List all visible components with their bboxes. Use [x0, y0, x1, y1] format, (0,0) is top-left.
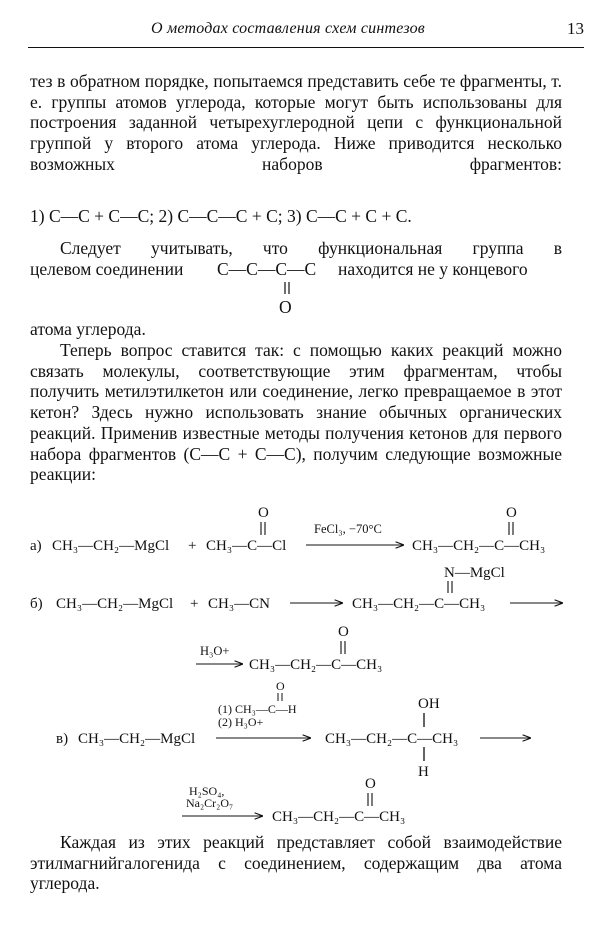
reaction-c-label: в): [56, 731, 69, 747]
reaction-a-label: а): [30, 538, 42, 554]
carbon-chain-formula: С—С—С—С: [217, 259, 317, 279]
reaction-b-label: б): [30, 596, 43, 612]
reaction-b-plus: +: [190, 596, 199, 612]
reaction-b-substituent: N—MgCl: [444, 565, 505, 581]
reaction-b-product: CH₃—CH₂—C—CH₃: [249, 657, 383, 673]
reaction-c-product-oxygen: O: [365, 776, 376, 792]
reaction-a-plus: +: [188, 538, 197, 554]
reaction-a-reactant-2: CH₃—C—Cl: [206, 538, 287, 554]
reaction-b-reactant-2: CH₃—CN: [208, 596, 270, 612]
reaction-c-intermediate: CH₃—CH₂—C—CH₃: [325, 731, 459, 747]
paragraph-2-line-1: Следует учитывать, что функциональная группа в: [60, 238, 562, 258]
reaction-c-reagent-step-2: (2) H₃O+: [218, 715, 264, 729]
running-head: [28, 14, 584, 44]
reaction-c-oxidant-line-1: H₂SO₄,: [189, 784, 225, 798]
header-rule: [28, 47, 584, 48]
reaction-b-reactant-1: CH₃—CH₂—MgCl: [56, 596, 174, 612]
reaction-c-hydroxyl: OH: [418, 696, 440, 712]
paragraph-3: Теперь вопрос ставится так: с помощью каких реакций можно связать молекулы, соответствующие этим фрагментам, чтобы получить метилэтилкетон или соединение, легко превращаемое в этот кетон? Здесь нужно использовать знание обычных органических реакций. Применив известные методы получения кетонов для первого набора фрагментов (С—С + С—С), получим следующие возможные реакции:: [30, 340, 562, 485]
reaction-a-reactant-1: CH₃—CH₂—MgCl: [52, 538, 170, 554]
reaction-a-reactant-2-oxygen: O: [258, 505, 269, 521]
paragraph-2-line-2-start: целевом соединении: [30, 259, 184, 279]
paragraph-2-line-2-end: находится не у концевого: [338, 259, 528, 279]
reaction-schemes: [0, 495, 600, 825]
carbonyl-oxygen: O: [279, 297, 292, 317]
reaction-c-product: CH₃—CH₂—C—CH₃: [272, 809, 406, 825]
paragraph-4: Каждая из этих реакций представляет собой взаимодействие этилмагнийгалогенида с соединением, содержащим два атома углерода.: [30, 832, 562, 894]
paragraph-2-line-3: атома углерода.: [30, 319, 146, 339]
reaction-b-hydrolysis-reagent: H₃O+: [200, 644, 230, 658]
reaction-c-hydrogen: H: [418, 764, 429, 780]
reaction-c-reagent-step-1: (1) CH₃—C—H: [218, 702, 297, 716]
reaction-c-reagent-oxygen: O: [276, 679, 285, 693]
paragraph-1: тез в обратном порядке, попытаемся представить себе те фрагменты, т. е. группы атомов углерода, которые могут быть использованы для построения заданной четырехуглеродной цепи с функциональной группой у второго атома углерода. Ниже приводится несколько возможных наборов фрагментов:: [30, 71, 562, 174]
reaction-b-intermediate: CH₃—CH₂—C—CH₃: [352, 596, 486, 612]
reaction-c-oxidant-line-2: Na₂Cr₂O₇: [186, 796, 234, 810]
fragments-line: 1) С—С + С—С; 2) С—С—С + С; 3) С—С + С + С.: [30, 206, 412, 226]
page-number: 13: [567, 19, 584, 38]
reaction-a-conditions: FeCl₃, −70°C: [314, 522, 382, 536]
reaction-a-product-oxygen: O: [506, 505, 517, 521]
reaction-a-product: CH₃—CH₂—C—CH₃: [412, 538, 546, 554]
reaction-c-reactant: CH₃—CH₂—MgCl: [78, 731, 196, 747]
reaction-b-product-oxygen: O: [338, 624, 349, 640]
carbonyl-double-bond: [280, 282, 294, 296]
running-head-title: О методах составления схем синтезов: [151, 20, 425, 37]
